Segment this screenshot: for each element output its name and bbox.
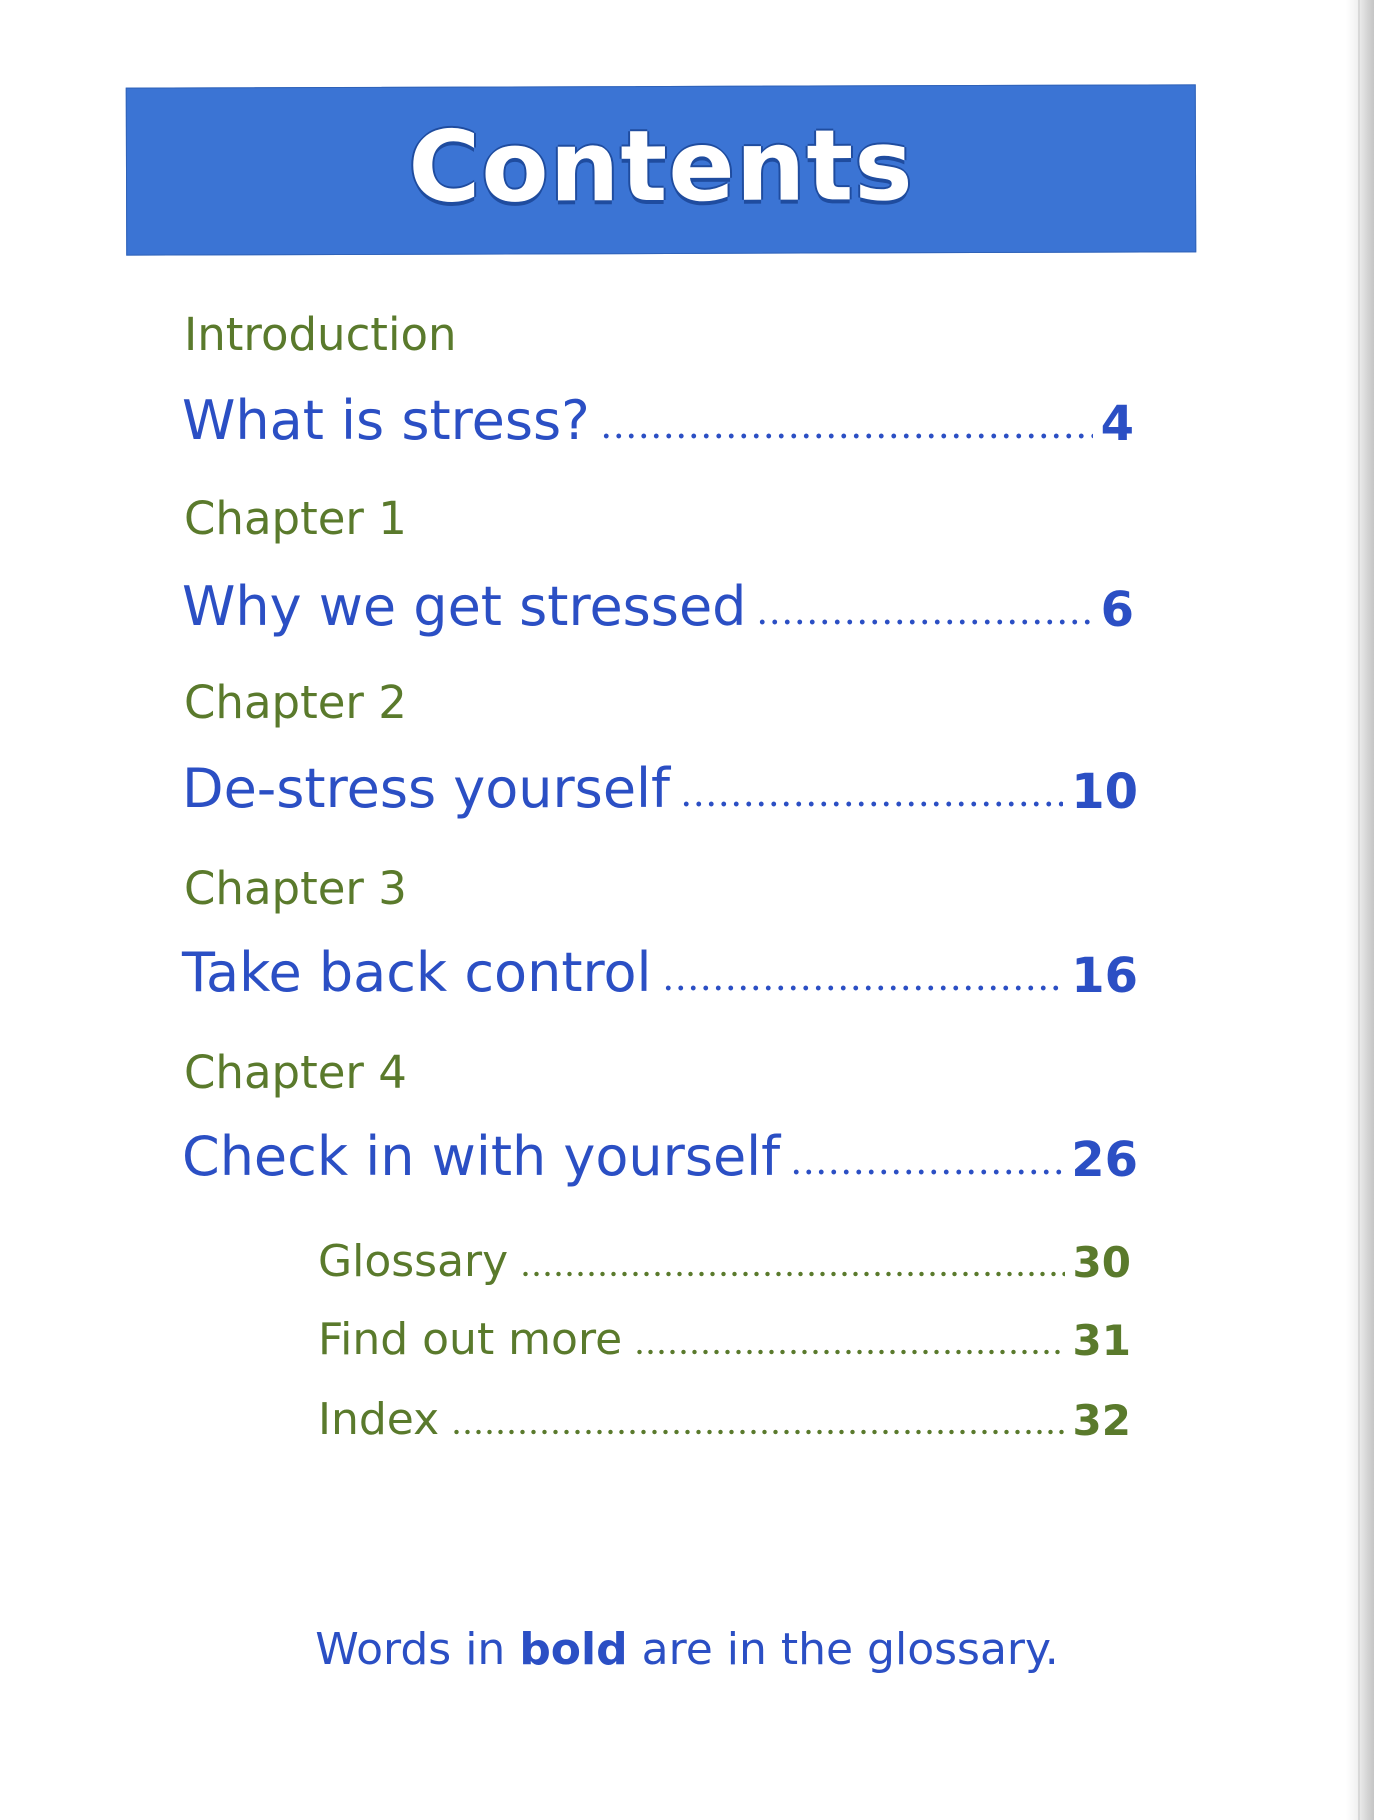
dot-leader [451,1427,1064,1437]
dot-leader [756,616,1092,628]
title-banner [126,84,1197,255]
glossary-note-after: are in the glossary. [627,1624,1059,1675]
toc-entry-index[interactable] [318,1384,1131,1445]
entry-kicker-chapter-3: Chapter 3 [184,862,407,915]
page-edge-line [1358,0,1360,1820]
back-matter-title: Glossary [318,1236,509,1287]
entry-kicker-chapter-4: Chapter 4 [184,1046,407,1099]
glossary-note-bold: bold [519,1624,628,1675]
entry-page-number: 16 [1071,948,1138,1004]
entry-title: Check in with yourself [182,1125,781,1188]
page-title: Contents [408,109,914,225]
entry-kicker-chapter-2: Chapter 2 [184,676,407,729]
back-matter-page-number: 32 [1072,1396,1131,1445]
entry-page-number: 4 [1100,396,1134,452]
entry-title: De-stress yourself [182,757,671,820]
glossary-note [0,1624,1374,1675]
entry-kicker-introduction: Introduction [184,308,457,361]
toc-entry-why-we-get-stressed[interactable] [182,564,1134,638]
back-matter-page-number: 31 [1072,1316,1131,1365]
entry-title: What is stress? [182,389,590,452]
entry-page-number: 26 [1071,1132,1138,1188]
back-matter-title: Find out more [318,1314,623,1365]
dot-leader [790,1166,1063,1178]
back-matter-title: Index [318,1394,440,1445]
toc-entry-de-stress-yourself[interactable] [182,746,1138,820]
dot-leader [600,430,1093,442]
entry-title: Take back control [182,941,652,1004]
toc-entry-find-out-more[interactable] [318,1304,1131,1365]
toc-entry-take-back-control[interactable] [182,930,1138,1004]
toc-entry-check-in-with-yourself[interactable] [182,1114,1138,1188]
dot-leader [662,982,1064,994]
page-edge [1346,0,1374,1820]
entry-page-number: 10 [1071,764,1138,820]
dot-leader [520,1269,1064,1279]
entry-page-number: 6 [1100,582,1134,638]
toc-entry-glossary[interactable] [318,1226,1131,1287]
entry-kicker-chapter-1: Chapter 1 [184,492,407,545]
glossary-note-before: Words in [315,1624,520,1675]
dot-leader [680,798,1063,810]
entry-title: Why we get stressed [182,575,747,638]
back-matter-page-number: 30 [1072,1238,1131,1287]
toc-entry-what-is-stress[interactable] [182,378,1134,452]
dot-leader [634,1347,1064,1357]
